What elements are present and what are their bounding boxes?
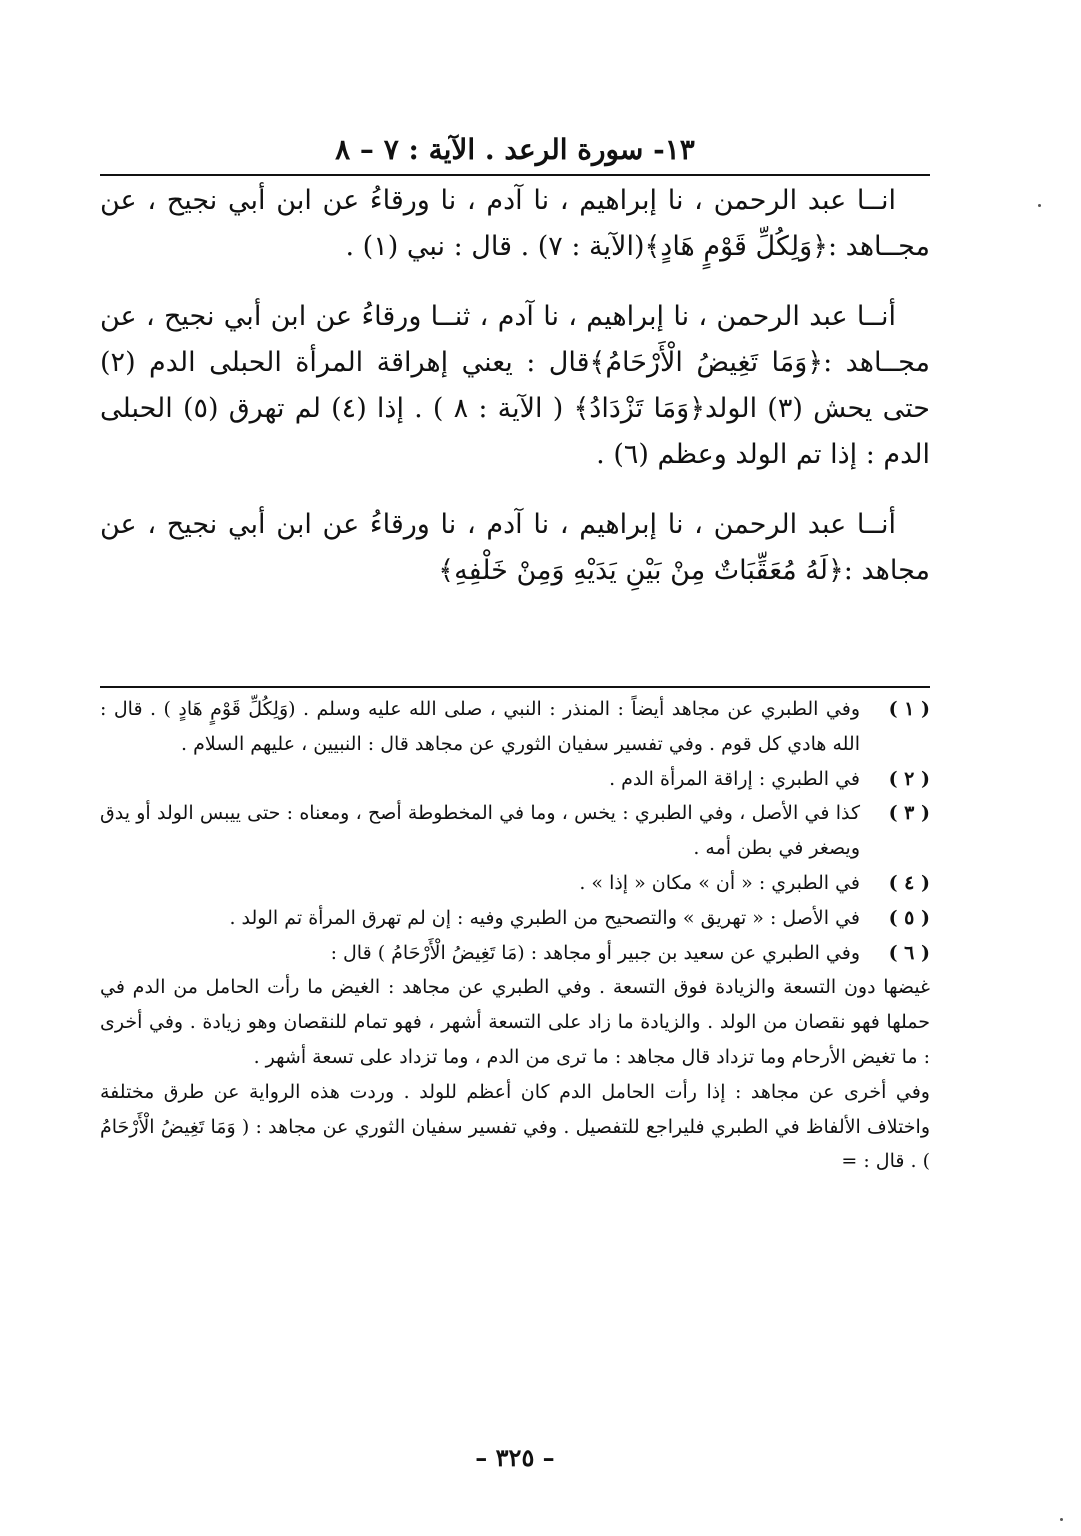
footnotes [100, 692, 930, 1179]
footnote-text: وفي الطبري عن مجاهد أيضاً : المنذر : النبي ، صلى الله عليه وسلم . (وَلِكُلِّ قَوْمٍ هَادٍ ) . قال : الله هادي كل قوم . وفي تفسير سفيان الثوري عن مجاهد قال : النبيين ، عليهم السلام . [100, 698, 860, 755]
footnote-text: في الطبري : إراقة المرأة الدم . [609, 767, 860, 790]
footnote-continuation: غيضها دون التسعة والزيادة فوق التسعة . وفي الطبري عن مجاهد : الغيض ما رأت الحامل من الدم في حملها فهو نقصان من الولد . والزيادة ما زاد على التسعة أشهر ، فهو تمام للنقصان وهو زيادة . وفي أخرى : ما تغيض الأرحام وما تزداد قال مجاهد : ما ترى من الدم ، وما تزداد على تسعة أشهر . [100, 976, 930, 1068]
footnote-item [100, 866, 930, 901]
footnote-number: ( ٦ ) [888, 941, 930, 964]
footnote-item [100, 901, 930, 936]
footnote-number: ( ٢ ) [888, 767, 930, 790]
body-paragraph: أنــا عبد الرحمن ، نا إبراهيم ، نا آدم ، ثنــا ورقاءُ عن ابن أبي نجيح ، عن مجــاهد :﴿وَمَا تَغِيضُ الْأَرْحَامُ﴾قال : يعني إهراقة المرأة الحبلى الدم (٢) حتى يحش (٣) الولد﴿وَمَا تَزْدَادُ﴾ ( الآية : ٨ ) . إذا (٤) لم تهرق (٥) الحبلى الدم : إذا تم الولد وعظم (٦) . [100, 301, 930, 470]
page-number [100, 1438, 930, 1478]
scan-speck [1038, 204, 1041, 207]
footnote-number: ( ٣ ) [888, 802, 930, 825]
footnote-item [100, 692, 930, 762]
footnote-number: ( ٥ ) [888, 906, 930, 929]
footnote-rule [100, 686, 930, 688]
footnote-number: ( ١ ) [888, 698, 930, 720]
footnote-item [100, 762, 930, 797]
footnote-text: في الأصل : « تهريق » والتصحيح من الطبري وفيه : إن لم تهرق المرأة تم الولد . [229, 906, 860, 929]
footnote-text: في الطبري : « أن » مكان « إذا » . [579, 871, 860, 894]
footnote-text: كذا في الأصل ، وفي الطبري : يخس ، وما في المخطوطة أصح ، ومعناه : حتى ييبس الولد أو يدق ويصغر في بطن أمه . [100, 802, 860, 860]
body-paragraph: انــا عبد الرحمن ، نا إبراهيم ، نا آدم ، نا ورقاءُ عن ابن أبي نجيح ، عن مجــاهد :﴿وَلِكُلِّ قَوْمٍ هَادٍ﴾(الآية : ٧) . قال : نبي (١) . [100, 185, 930, 262]
footnote-item [100, 936, 930, 971]
page-number-text: – ٣٢٥ – [475, 1443, 555, 1472]
body-text [100, 178, 930, 594]
scan-speck [1060, 1518, 1063, 1521]
footnote-number: ( ٤ ) [888, 871, 930, 894]
footnote-continuation: وفي أخرى عن مجاهد : إذا رأت الحامل الدم كان أعظم للولد . وردت هذه الرواية عن طرق مختلفة واختلاف الألفاظ في الطبري فليراجع للتفصيل . وفي تفسير سفيان الثوري عن مجاهد : ( وَمَا تَغِيضُ الْأَرْحَامُ ) . قال : = [100, 1080, 930, 1173]
body-paragraph: أنــا عبد الرحمن ، نا إبراهيم ، نا آدم ، نا ورقاءُ عن ابن أبي نجيح ، عن مجاهد :﴿لَهُ مُعَقِّبَاتٌ مِنْ بَيْنِ يَدَيْهِ وَمِنْ خَلْفِهِ﴾ [100, 509, 930, 586]
footnote-item [100, 796, 930, 866]
footnote-text: وفي الطبري عن سعيد بن جبير أو مجاهد : (مَا تَغِيضُ الْأَرْحَامُ ) قال : [330, 941, 860, 964]
page-header [100, 128, 930, 172]
page-header-title: ١٣- سورة الرعد . الآية : ٧ – ٨ [335, 133, 695, 166]
header-rule [100, 174, 930, 176]
